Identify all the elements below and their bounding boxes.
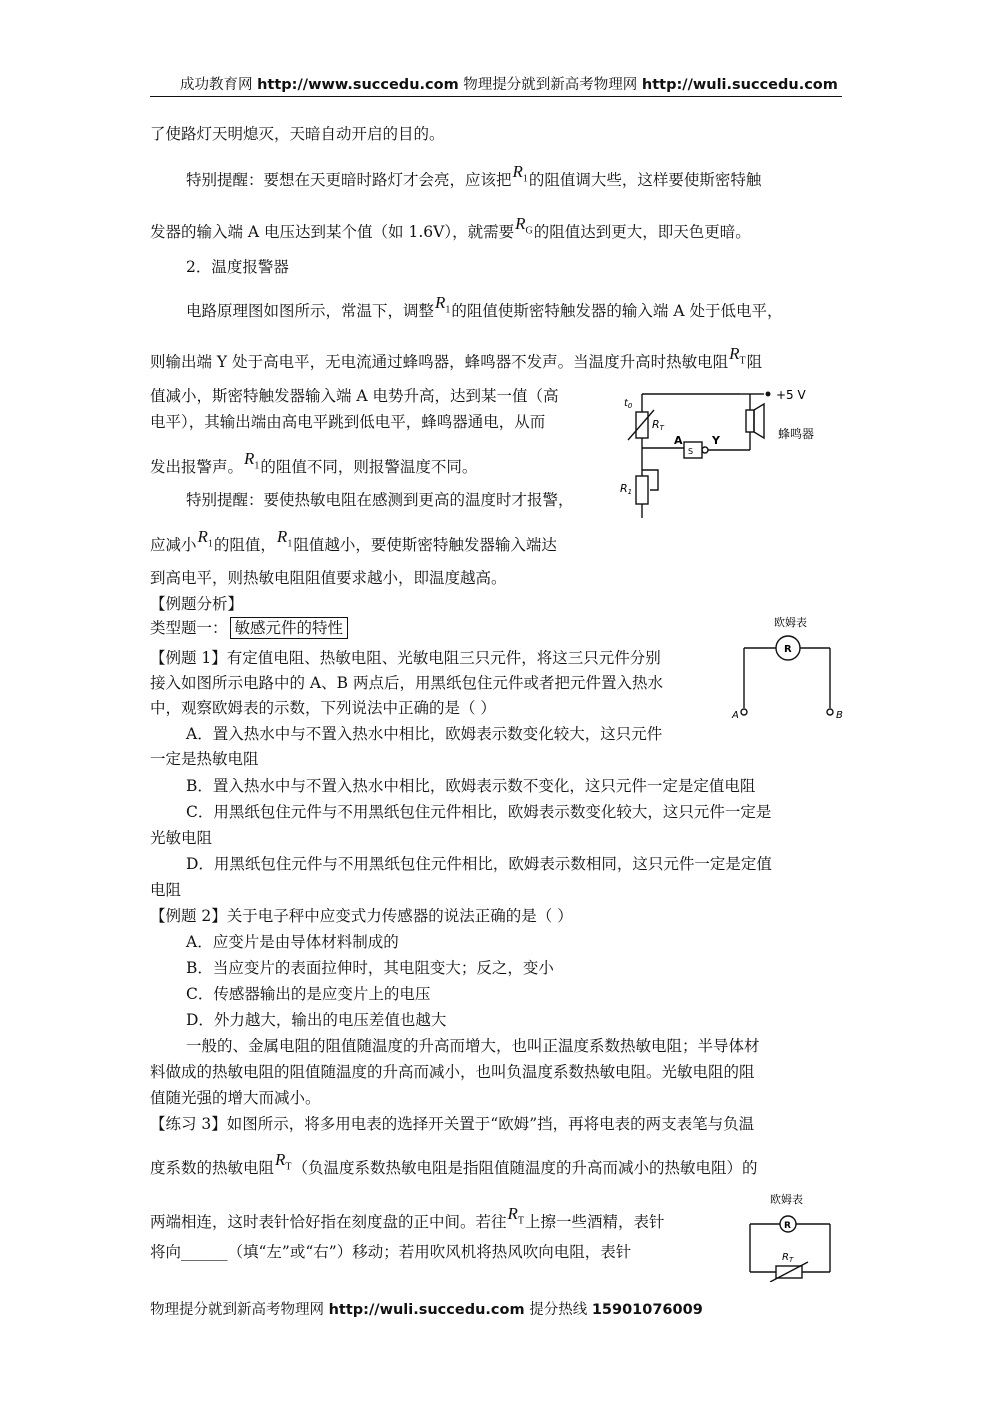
symbol-r1: $R_1$	[435, 293, 451, 316]
temperature-alarm-circuit-diagram	[612, 380, 844, 522]
text-segment: 上擦一些酒精，表针	[525, 1213, 665, 1231]
label-5v: +5 V	[776, 388, 806, 402]
label-y: Y	[712, 434, 720, 447]
symbol-rt: $R_T$	[729, 344, 746, 367]
header-site2: 物理提分就到新高考物理网	[463, 77, 638, 93]
symbol-rt: $R_T$	[275, 1150, 292, 1173]
example-1-option-d-cont: 电阻	[150, 881, 182, 899]
text-segment: 阻	[746, 353, 763, 371]
terminal-b	[827, 709, 833, 715]
label-rt: $R_T$	[782, 1252, 794, 1264]
text-segment: 的阻值不同，则报警温度不同。	[260, 458, 478, 476]
symbol-r1: $R_1$	[197, 527, 213, 550]
exercise-3-line-1: 【练习 3】如图所示，将多用电表的选择开关置于“欧姆”挡，再将电表的两支表笔与负温	[150, 1115, 755, 1133]
exercise-3-line-2	[150, 1150, 758, 1180]
page-header	[180, 73, 838, 94]
footer-site: 物理提分就到新高考物理网	[150, 1302, 324, 1318]
example-2-option-d: D．外力越大，输出的电压差值也越大	[186, 1011, 447, 1029]
body-line-8: 电平），其输出端由高电平跳到低电平，蜂鸣器通电，从而	[150, 413, 546, 431]
text-segment: 发出报警声。	[150, 458, 244, 476]
body-line-2	[186, 162, 762, 192]
label-rt: RT	[652, 418, 664, 432]
symbol-r1: $R_1$	[276, 527, 293, 550]
text-segment: （负温度系数热敏电阻是指阻值随温度的升高而减小的热敏电阻）的	[292, 1159, 758, 1177]
symbol-r1: $R_1$	[244, 449, 260, 472]
label-buzzer: 蜂鸣器	[778, 427, 815, 441]
example-2-option-c: C．传感器输出的是应变片上的电压	[186, 985, 431, 1003]
label-ohmmeter-title: 欧姆表	[770, 1193, 803, 1206]
example-1-option-c: C．用黑纸包住元件与不用黑纸包住元件相比，欧姆表示数变化较大，这只元件一定是	[186, 803, 772, 821]
terminal-a	[741, 709, 747, 715]
explanation-line-2: 料做成的热敏电阻的阻值随温度的升高而减小，也叫负温度系数热敏电阻。光敏电阻的阻	[150, 1063, 755, 1081]
label-a: A	[732, 710, 739, 721]
type-heading-1	[150, 616, 348, 639]
body-line-12: 到高电平，则热敏电阻阻值要求越小，即温度越高。	[150, 569, 507, 587]
label-meter-r: R	[784, 1221, 791, 1231]
text-segment: 的阻值调大些，这样要使斯密特触	[528, 171, 762, 189]
resistor-r1	[636, 476, 648, 504]
text-segment: 阻值越小，要使斯密特触发器输入端达	[293, 536, 557, 554]
header-url1-link[interactable]: http://www.succedu.com	[257, 77, 459, 93]
body-line-9	[150, 449, 478, 479]
header-url2-link[interactable]: http://wuli.succedu.com	[641, 77, 838, 93]
example-1-line-3: 中，观察欧姆表的示数，下列说法中正确的是（ ）	[150, 699, 496, 717]
r1-slider	[642, 470, 658, 490]
text-segment: 则输出端 Y 处于高电平，无电流通过蜂鸣器，蜂鸣器不发声。当温度升高时热敏电阻	[150, 353, 729, 371]
example-analysis-heading: 【例题分析】	[150, 595, 244, 613]
type-title-box: 敏感元件的特性	[230, 617, 349, 639]
body-line-10: 特别提醒：要使热敏电阻在感测到更高的温度时才报警，	[186, 491, 574, 509]
section-heading-temperature-alarm: 2．温度报警器	[186, 258, 289, 276]
text-segment: 两端相连，这时表针恰好指在刻度盘的正中间。若往	[150, 1213, 507, 1231]
exercise-3-line-3	[150, 1204, 665, 1234]
body-line-11	[150, 527, 557, 557]
example-1-line-1: 【例题 1】有定值电阻、热敏电阻、光敏电阻三只元件，将这三只元件分别	[150, 649, 661, 667]
example-2-option-b: B．当应变片的表面拉伸时，其电阻变大；反之，变小	[186, 959, 554, 977]
example-1-option-a: A．置入热水中与不置入热水中相比，欧姆表示数变化较大，这只元件	[186, 725, 663, 743]
label-meter-r: R	[784, 644, 792, 655]
label-t0: $t_0$	[624, 398, 633, 410]
terminal-5v	[766, 392, 771, 397]
text-segment: 特别提醒：要想在天更暗时路灯才会亮，应该把	[186, 171, 512, 189]
ohmmeter-thermistor-diagram	[740, 1190, 844, 1282]
footer-hotline-number: 15901076009	[591, 1302, 703, 1318]
text-segment: 电路原理图如图所示，常温下，调整	[186, 302, 435, 320]
example-1-line-2: 接入如图所示电路中的 A、B 两点后，用黑纸包住元件或者把元件置入热水	[150, 674, 663, 692]
label-r1: R1	[620, 482, 633, 496]
body-line-1: 了使路灯天明熄灭，天暗自动开启的目的。	[150, 125, 445, 143]
thermistor-rt	[636, 412, 648, 438]
buzzer-cone	[754, 404, 764, 438]
symbol-r1: $R_1$	[512, 162, 528, 185]
text-segment: 发器的输入端 A 电压达到某个值（如 1.6V），就需要	[150, 223, 515, 241]
ohmmeter-ab-diagram	[730, 612, 850, 722]
page-footer	[150, 1298, 703, 1319]
label-b: B	[836, 710, 843, 721]
schmitt-symbol: S	[688, 447, 694, 456]
explanation-line-3: 值随光强的增大而减小。	[150, 1089, 321, 1107]
header-site1: 成功教育网	[180, 77, 253, 93]
body-line-5	[186, 293, 783, 323]
footer-url-link[interactable]: http://wuli.succedu.com	[328, 1302, 525, 1318]
explanation-line-1: 一般的、金属电阻的阻值随温度的升高而增大，也叫正温度系数热敏电阻；半导体材	[186, 1037, 760, 1055]
body-line-6	[150, 344, 763, 374]
buzzer-body	[746, 410, 754, 432]
symbol-rg: $R_G$	[515, 214, 533, 237]
exercise-3-line-4: 将向______（填“左”或“右”）移动；若用吹风机将热风吹向电阻，表针	[150, 1243, 632, 1261]
body-line-7: 值减小，斯密特触发器输入端 A 电势升高，达到某一值（高	[150, 387, 559, 405]
text-segment: 的阻值使斯密特触发器的输入端 A 处于低电平，	[451, 302, 783, 320]
label-a: A	[674, 434, 683, 447]
symbol-rt: $R_T$	[507, 1204, 525, 1227]
example-1-option-d: D．用黑纸包住元件与不用黑纸包住元件相比，欧姆表示数相同，这只元件一定是定值	[186, 855, 772, 873]
inverter-bubble	[702, 447, 708, 453]
example-1-option-c-cont: 光敏电阻	[150, 829, 213, 847]
example-2-option-a: A．应变片是由导体材料制成的	[186, 933, 399, 951]
label-ohmmeter-title: 欧姆表	[774, 616, 807, 629]
example-2-stem: 【例题 2】关于电子秤中应变式力传感器的说法正确的是（ ）	[150, 907, 573, 925]
body-line-3	[150, 214, 751, 244]
thermistor-arrow	[628, 410, 654, 440]
type-label: 类型题一：	[150, 619, 228, 637]
text-segment: 度系数的热敏电阻	[150, 1159, 275, 1177]
example-1-option-a-cont: 一定是热敏电阻	[150, 750, 259, 768]
text-segment: 的阻值达到更大，即天色更暗。	[533, 223, 751, 241]
footer-hotline-label: 提分热线	[529, 1302, 588, 1318]
example-1-option-b: B．置入热水中与不置入热水中相比，欧姆表示数不变化，这只元件一定是定值电阻	[186, 777, 756, 795]
header-divider	[150, 96, 842, 97]
text-segment: 的阻值，	[213, 536, 276, 554]
text-segment: 应减小	[150, 536, 197, 554]
